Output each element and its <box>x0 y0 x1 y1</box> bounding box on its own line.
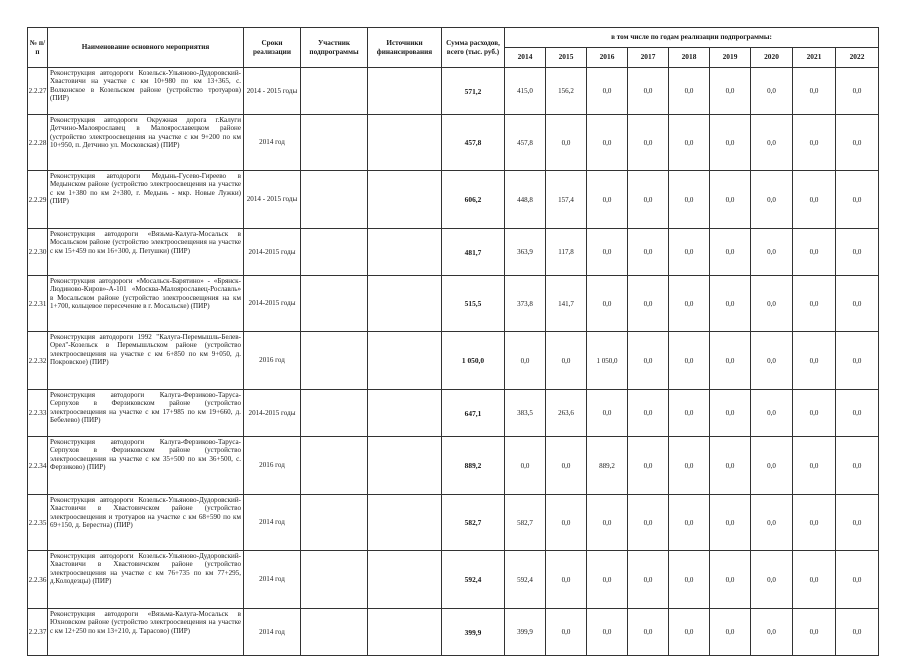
header-year-2019: 2019 <box>710 48 751 68</box>
year-value-2021: 0,0 <box>793 609 836 656</box>
activity-total: 889,2 <box>442 437 505 495</box>
table-row <box>28 115 879 171</box>
year-value-2022: 0,0 <box>836 229 879 276</box>
activity-participant <box>301 68 368 115</box>
header-num: № п/п <box>28 28 48 68</box>
activity-name: Реконструкция автодороги «Мосальск-Барятино» - «Брянск-Людиново-Киров»-А-101 «Москва-Малоярославец-Рославль» в Мосальском районе (устройство электроосвещения на км 1+700, кольцевое пересечение в г. Мосальске) (ПИР) <box>48 276 244 332</box>
activity-source <box>368 171 442 229</box>
year-value-2016: 0,0 <box>587 276 628 332</box>
table-row <box>28 276 879 332</box>
activity-total: 399,9 <box>442 609 505 656</box>
year-value-2017: 0,0 <box>628 229 669 276</box>
table-row <box>28 437 879 495</box>
header-year-2021: 2021 <box>793 48 836 68</box>
activity-source <box>368 115 442 171</box>
activity-name: Реконструкция автодороги «Вязьма-Калуга-Мосальск в Юхновском районе (устройство электроосвещения на участке с км 12+250 по км 13+210, д. Тарасово) (ПИР) <box>48 609 244 656</box>
header-total: Сумма расходов, всего (тыс. руб.) <box>442 28 505 68</box>
activity-name: Реконструкция автодороги 1992 "Калуга-Перемышль-Белев-Орел"-Козельск в Перемышльском районе (устройство электроосвещения на участке с км 6+850 по км 9+050, д. Покровское) (ПИР) <box>48 332 244 390</box>
year-value-2020: 0,0 <box>751 171 793 229</box>
activity-participant <box>301 551 368 609</box>
year-value-2019: 0,0 <box>710 115 751 171</box>
year-value-2021: 0,0 <box>793 171 836 229</box>
row-number: 2.2.35 <box>28 495 48 551</box>
year-value-2022: 0,0 <box>836 276 879 332</box>
year-value-2018: 0,0 <box>669 171 710 229</box>
header-participant: Участник подпрограммы <box>301 28 368 68</box>
year-value-2022: 0,0 <box>836 68 879 115</box>
year-value-2022: 0,0 <box>836 115 879 171</box>
activity-period: 2014 год <box>244 609 301 656</box>
activity-name: Реконструкция автодороги Медынь-Гусево-Гиреево в Медынском районе (устройство электроосвещения на участке с км 1+380 по км 2+380, г. Медынь - мкр. Новые Лужки) (ПИР) <box>48 171 244 229</box>
year-value-2016: 0,0 <box>587 229 628 276</box>
activity-period: 2016 год <box>244 332 301 390</box>
activity-name: Реконструкция автодороги Козельск-Ульяново-Дудоровский-Хвастовичи в Хвастовичском районе (устройство электроосвещения и тротуаров на участке с км 68+590 по км 69+150, д. Берестна) (ПИР) <box>48 495 244 551</box>
activity-name: Реконструкция автодороги Калуга-Ферзиково-Таруса-Серпухов в Ферзиковском районе (устройство электроосвещения на участке с км 17+985 по км 19+660, д. Бебелево) (ПИР) <box>48 390 244 437</box>
year-value-2014: 448,8 <box>505 171 546 229</box>
year-value-2019: 0,0 <box>710 171 751 229</box>
table-row <box>28 495 879 551</box>
row-number: 2.2.28 <box>28 115 48 171</box>
year-value-2020: 0,0 <box>751 551 793 609</box>
activity-source <box>368 332 442 390</box>
table-row <box>28 390 879 437</box>
year-value-2022: 0,0 <box>836 171 879 229</box>
year-value-2014: 0,0 <box>505 332 546 390</box>
header-year-2015: 2015 <box>546 48 587 68</box>
year-value-2018: 0,0 <box>669 390 710 437</box>
year-value-2017: 0,0 <box>628 68 669 115</box>
year-value-2014: 457,8 <box>505 115 546 171</box>
activity-total: 647,1 <box>442 390 505 437</box>
year-value-2015: 0,0 <box>546 551 587 609</box>
year-value-2016: 0,0 <box>587 171 628 229</box>
year-value-2020: 0,0 <box>751 276 793 332</box>
year-value-2015: 263,6 <box>546 390 587 437</box>
activity-period: 2014 - 2015 годы <box>244 171 301 229</box>
year-value-2022: 0,0 <box>836 332 879 390</box>
year-value-2017: 0,0 <box>628 276 669 332</box>
activity-period: 2014 год <box>244 495 301 551</box>
activity-period: 2014 - 2015 годы <box>244 68 301 115</box>
activity-name: Реконструкция автодороги «Вязьма-Калуга-Мосальск в Мосальском районе (устройство электроосвещения на участке с км 15+459 по км 16+300, д. Петушки) (ПИР) <box>48 229 244 276</box>
activity-source <box>368 276 442 332</box>
activity-name: Реконструкция автодороги Козельск-Ульяново-Дудоровский-Хвастовичи на участке с км 10+980 по км 13+365, с. Волконское в Козельском районе (устройство тротуаров) (ПИР) <box>48 68 244 115</box>
year-value-2018: 0,0 <box>669 68 710 115</box>
year-value-2017: 0,0 <box>628 551 669 609</box>
row-number: 2.2.30 <box>28 229 48 276</box>
year-value-2015: 0,0 <box>546 609 587 656</box>
activity-period: 2014 год <box>244 551 301 609</box>
header-year-2014: 2014 <box>505 48 546 68</box>
activity-name: Реконструкция автодороги Козельск-Ульяново-Дудоровский-Хвастовичи в Хвастовичском районе (устройство электроосвещения на участке с км 76+735 по км 77+295, д.Колодезцы) (ПИР) <box>48 551 244 609</box>
year-value-2016: 0,0 <box>587 551 628 609</box>
activity-participant <box>301 276 368 332</box>
year-value-2022: 0,0 <box>836 390 879 437</box>
year-value-2017: 0,0 <box>628 437 669 495</box>
year-value-2020: 0,0 <box>751 115 793 171</box>
year-value-2020: 0,0 <box>751 68 793 115</box>
year-value-2014: 415,0 <box>505 68 546 115</box>
year-value-2019: 0,0 <box>710 276 751 332</box>
year-value-2021: 0,0 <box>793 390 836 437</box>
activity-source <box>368 551 442 609</box>
year-value-2019: 0,0 <box>710 437 751 495</box>
year-value-2022: 0,0 <box>836 609 879 656</box>
year-value-2021: 0,0 <box>793 332 836 390</box>
year-value-2020: 0,0 <box>751 229 793 276</box>
activity-participant <box>301 229 368 276</box>
table-row <box>28 609 879 656</box>
year-value-2021: 0,0 <box>793 115 836 171</box>
activity-total: 457,8 <box>442 115 505 171</box>
activity-period: 2014-2015 годы <box>244 276 301 332</box>
header-year-2018: 2018 <box>669 48 710 68</box>
activity-total: 1 050,0 <box>442 332 505 390</box>
year-value-2019: 0,0 <box>710 390 751 437</box>
year-value-2014: 582,7 <box>505 495 546 551</box>
header-source: Источники финансирования <box>368 28 442 68</box>
activity-name: Реконструкция автодороги Окружная дорога г.Калуги Детчино-Малоярославец в Малоярославецком районе (устройство электроосвещения на участке с км 9+200 по км 10+950, п. Детчино ул. Московская) (ПИР) <box>48 115 244 171</box>
year-value-2020: 0,0 <box>751 609 793 656</box>
year-value-2019: 0,0 <box>710 229 751 276</box>
activity-name: Реконструкция автодороги Калуга-Ферзиково-Таруса-Серпухов в Ферзиковском районе (устройство электроосвещения на участке с км 35+500 по км 36+500, с. Ферзиково) (ПИР) <box>48 437 244 495</box>
year-value-2017: 0,0 <box>628 332 669 390</box>
year-value-2018: 0,0 <box>669 229 710 276</box>
subprogram-activities-table <box>27 27 879 656</box>
row-number: 2.2.37 <box>28 609 48 656</box>
year-value-2015: 157,4 <box>546 171 587 229</box>
table-row <box>28 332 879 390</box>
year-value-2018: 0,0 <box>669 437 710 495</box>
year-value-2019: 0,0 <box>710 332 751 390</box>
activity-total: 515,5 <box>442 276 505 332</box>
year-value-2018: 0,0 <box>669 495 710 551</box>
year-value-2017: 0,0 <box>628 390 669 437</box>
activity-total: 606,2 <box>442 171 505 229</box>
header-year-2020: 2020 <box>751 48 793 68</box>
row-number: 2.2.31 <box>28 276 48 332</box>
year-value-2021: 0,0 <box>793 276 836 332</box>
year-value-2020: 0,0 <box>751 332 793 390</box>
table-row <box>28 171 879 229</box>
header-year-2017: 2017 <box>628 48 669 68</box>
year-value-2020: 0,0 <box>751 390 793 437</box>
year-value-2017: 0,0 <box>628 495 669 551</box>
activity-participant <box>301 115 368 171</box>
activity-period: 2016 год <box>244 437 301 495</box>
year-value-2020: 0,0 <box>751 495 793 551</box>
year-value-2014: 363,9 <box>505 229 546 276</box>
budget-table-sheet <box>27 27 879 656</box>
year-value-2016: 0,0 <box>587 609 628 656</box>
year-value-2019: 0,0 <box>710 495 751 551</box>
year-value-2014: 592,4 <box>505 551 546 609</box>
activity-source <box>368 229 442 276</box>
year-value-2016: 0,0 <box>587 495 628 551</box>
header-year-2022: 2022 <box>836 48 879 68</box>
activity-source <box>368 437 442 495</box>
table-body <box>28 68 879 656</box>
year-value-2015: 117,8 <box>546 229 587 276</box>
year-value-2019: 0,0 <box>710 551 751 609</box>
year-value-2018: 0,0 <box>669 115 710 171</box>
year-value-2018: 0,0 <box>669 332 710 390</box>
year-value-2022: 0,0 <box>836 495 879 551</box>
activity-source <box>368 609 442 656</box>
table-header <box>28 28 879 68</box>
activity-source <box>368 390 442 437</box>
activity-participant <box>301 495 368 551</box>
year-value-2019: 0,0 <box>710 68 751 115</box>
year-value-2015: 0,0 <box>546 437 587 495</box>
year-value-2018: 0,0 <box>669 551 710 609</box>
year-value-2015: 141,7 <box>546 276 587 332</box>
year-value-2014: 383,5 <box>505 390 546 437</box>
activity-participant <box>301 390 368 437</box>
year-value-2016: 1 050,0 <box>587 332 628 390</box>
activity-participant <box>301 609 368 656</box>
activity-participant <box>301 437 368 495</box>
row-number: 2.2.32 <box>28 332 48 390</box>
year-value-2020: 0,0 <box>751 437 793 495</box>
year-value-2021: 0,0 <box>793 551 836 609</box>
year-value-2015: 156,2 <box>546 68 587 115</box>
year-value-2017: 0,0 <box>628 609 669 656</box>
year-value-2018: 0,0 <box>669 276 710 332</box>
row-number: 2.2.27 <box>28 68 48 115</box>
year-value-2021: 0,0 <box>793 68 836 115</box>
year-value-2014: 373,8 <box>505 276 546 332</box>
header-year-2016: 2016 <box>587 48 628 68</box>
row-number: 2.2.33 <box>28 390 48 437</box>
header-years-group: в том числе по годам реализации подпрограммы: <box>505 28 879 48</box>
year-value-2017: 0,0 <box>628 115 669 171</box>
year-value-2021: 0,0 <box>793 437 836 495</box>
table-row <box>28 229 879 276</box>
year-value-2019: 0,0 <box>710 609 751 656</box>
year-value-2016: 889,2 <box>587 437 628 495</box>
year-value-2016: 0,0 <box>587 68 628 115</box>
activity-participant <box>301 171 368 229</box>
year-value-2014: 0,0 <box>505 437 546 495</box>
year-value-2017: 0,0 <box>628 171 669 229</box>
activity-source <box>368 68 442 115</box>
activity-period: 2014 год <box>244 115 301 171</box>
year-value-2021: 0,0 <box>793 229 836 276</box>
year-value-2014: 399,9 <box>505 609 546 656</box>
year-value-2016: 0,0 <box>587 115 628 171</box>
table-row <box>28 551 879 609</box>
year-value-2015: 0,0 <box>546 495 587 551</box>
activity-total: 481,7 <box>442 229 505 276</box>
activity-period: 2014-2015 годы <box>244 229 301 276</box>
row-number: 2.2.29 <box>28 171 48 229</box>
year-value-2015: 0,0 <box>546 332 587 390</box>
activity-source <box>368 495 442 551</box>
activity-period: 2014-2015 годы <box>244 390 301 437</box>
activity-participant <box>301 332 368 390</box>
year-value-2016: 0,0 <box>587 390 628 437</box>
activity-total: 592,4 <box>442 551 505 609</box>
header-name: Наименование основного мероприятия <box>48 28 244 68</box>
table-row <box>28 68 879 115</box>
row-number: 2.2.34 <box>28 437 48 495</box>
year-value-2015: 0,0 <box>546 115 587 171</box>
header-period: Сроки реализации <box>244 28 301 68</box>
activity-total: 582,7 <box>442 495 505 551</box>
row-number: 2.2.36 <box>28 551 48 609</box>
activity-total: 571,2 <box>442 68 505 115</box>
year-value-2021: 0,0 <box>793 495 836 551</box>
year-value-2022: 0,0 <box>836 437 879 495</box>
year-value-2022: 0,0 <box>836 551 879 609</box>
year-value-2018: 0,0 <box>669 609 710 656</box>
